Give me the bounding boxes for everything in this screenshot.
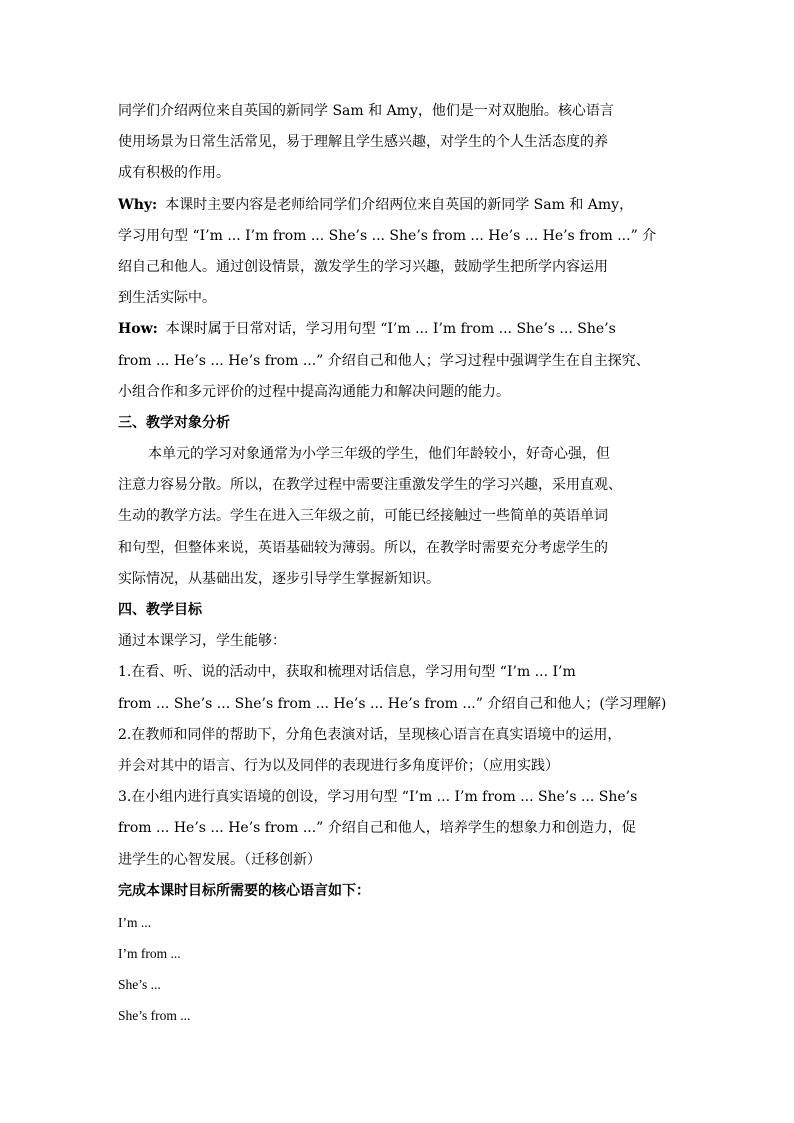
why-label: Why: <box>118 196 158 213</box>
why-paragraph-line <box>118 190 676 221</box>
paragraph-line: 进学生的心智发展。（迁移创新） <box>118 851 321 868</box>
paragraph-line: from ... She’s ... She’s from ... He’s ... He’s from ...” 介绍自己和他人；(学习理解) <box>118 695 667 712</box>
paragraph-line: from ... He’s ... He’s from ...” 介绍自己和他人；学习过程中强调学生在自主探究、 <box>118 352 650 369</box>
paragraph-line: 通过本课学习，学生能够： <box>118 633 286 650</box>
why-text: 本课时主要内容是老师给同学们介绍两位来自英国的新同学 Sam 和 Amy， <box>165 196 634 213</box>
section-heading-teaching-goals: 四、教学目标 <box>118 602 202 618</box>
how-text: 本课时属于日常对话，学习用句型 “I’m ... I’m from ... She’s ... She’s <box>165 321 616 338</box>
paragraph-line: 同学们介绍两位来自英国的新同学 Sam 和 Amy，他们是一对双胞胎。核心语言 <box>118 103 614 119</box>
paragraph-line: 成有积极的作用。 <box>118 165 230 182</box>
goal-item-2: 2.在教师和同伴的帮助下，分角色表演对话，呈现核心语言在真实语境中的运用， <box>118 726 622 743</box>
paragraph-line: 绍自己和他人。通过创设情景，激发学生的学习兴趣，鼓励学生把所学内容运用 <box>118 258 608 275</box>
goal-item-3: 3.在小组内进行真实语境的创设，学习用句型 “I’m ... I’m from ... She’s ... She’s <box>118 789 638 806</box>
paragraph-line: 实际情况，从基础出发，逐步引导学生掌握新知识。 <box>118 570 440 587</box>
paragraph-line: 生动的教学方法。学生在进入三年级之前，可能已经接触过一些简单的英语单词 <box>118 508 608 525</box>
paragraph-line: 小组合作和多元评价的过程中提高沟通能力和解决问题的能力。 <box>118 383 510 400</box>
core-language-item: I’m from ... <box>118 946 181 962</box>
core-language-item: She’s from ... <box>118 1008 191 1024</box>
how-paragraph-line <box>118 314 676 345</box>
paragraph-line: 使用场景为日常生活常见，易于理解且学生感兴趣，对学生的个人生活态度的养 <box>118 134 608 151</box>
how-label: How: <box>118 321 158 338</box>
paragraph-line: 到生活实际中。 <box>118 290 216 307</box>
core-language-item: I’m ... <box>118 914 151 930</box>
paragraph-line: from ... He’s ... He’s from ...” 介绍自己和他人，培养学生的想象力和创造力，促 <box>118 820 636 837</box>
paragraph-line: 学习用句型 “I’m ... I’m from ... She’s ... She’s from ... He’s ... He’s from ...” 介 <box>118 227 657 244</box>
paragraph-line: 并会对其中的语言、行为以及同伴的表现进行多角度评价；（应用实践） <box>118 757 559 774</box>
goal-item-1: 1.在看、听、说的活动中，获取和梳理对话信息，学习用句型 “I’m ... I’m <box>118 664 576 681</box>
paragraph-line: 和句型，但整体来说，英语基础较为薄弱。所以，在教学时需要充分考虑学生的 <box>118 539 608 556</box>
paragraph-line: 注意力容易分散。所以，在教学过程中需要注重激发学生的学习兴趣，采用直观、 <box>118 477 622 494</box>
core-language-item: She’s ... <box>118 977 161 993</box>
section-heading-student-analysis: 三、教学对象分析 <box>118 414 230 431</box>
document-page <box>118 96 676 1032</box>
paragraph-line: 本单元的学习对象通常为小学三年级的学生，他们年龄较小，好奇心强，但 <box>148 446 610 463</box>
core-language-heading: 完成本课时目标所需要的核心语言如下： <box>118 882 370 899</box>
